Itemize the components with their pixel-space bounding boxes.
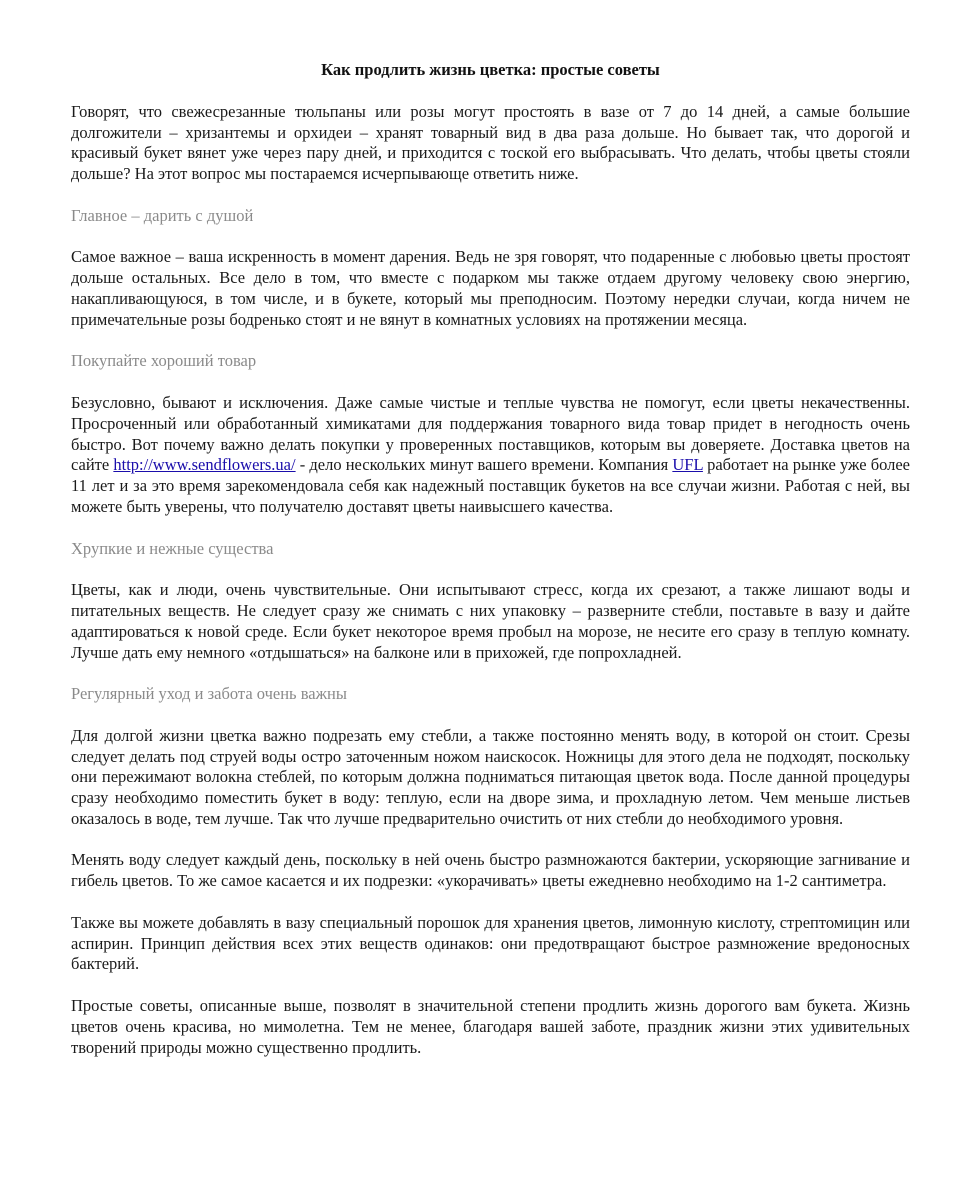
section-heading-care: Регулярный уход и забота очень важны — [71, 684, 347, 704]
section-heading-soul: Главное – дарить с душой — [71, 205, 254, 225]
document-page — [71, 60, 910, 1079]
care-paragraph-2: Менять воду следует каждый день, поскольку в ней очень быстро размножаются бактерии, ускоряющие загнивание и гибель цветов. То же самое касается и их подрезки: «укорачивать» цветы ежедневно необходимо на 1-2 сантиметра. — [71, 850, 910, 891]
document-title: Как продлить жизнь цветка: простые советы — [321, 60, 660, 79]
care-paragraph-3: Также вы можете добавлять в вазу специальный порошок для хранения цветов, лимонную кислоту, стрептомицин или аспирин. Принцип действия всех этих веществ одинаков: они предотвращают быстрое размножение вредоносных бактерий. — [71, 912, 910, 974]
quality-text-c: работает на рынке уже более 11 лет и за это время зарекомендовала себя как надежный поставщик букетов на все случаи жизни. Работая с ней, вы можете быть уверены, что получателю доставят цветы наивысшего качества. — [71, 455, 910, 516]
care-paragraph-1: Для долгой жизни цветка важно подрезать ему стебли, а также постоянно менять воду, в которой он стоит. Срезы следует делать под струей воды остро заточенным ножом наискосок. Ножницы для этого дела не подходят, поскольку они пережимают волокна стеблей, по которым должна подниматься питающая цветок вода. После данной процедуры сразу необходимо поместить букет в воду: теплую, если на дворе зима, и прохладную летом. Чем меньше листьев оказалось в воде, тем лучше. Так что лучше предварительно очистить от них стебли до необходимого уровня. — [71, 725, 910, 828]
quality-text-a: Безусловно, бывают и исключения. Даже самые чистые и теплые чувства не помогут, если цветы некачественны. Просроченный или обработанный химикатами для поддержания товарного вида товар придет в негодность очень быстро. Вот почему важно делать покупки у проверенных поставщиков, которым вы доверяете. Доставка цветов на сайте — [71, 392, 910, 475]
section-paragraph-soul: Самое важное – ваша искренность в момент дарения. Ведь не зря говорят, что подаренные с любовью цветы простоят дольше остальных. Все дело в том, что вместе с подарком мы также отдаем другому человеку свою энергию, накапливающуюся, в том числе, и в букете, который мы преподносим. Поэтому нередки случаи, когда ничем не примечательные розы бодренько стоят и не вянут в комнатных условиях на протяжении месяца. — [71, 247, 910, 329]
intro-paragraph: Говорят, что свежесрезанные тюльпаны или розы могут простоять в вазе от 7 до 14 дней, а самые большие долгожители – хризантемы и орхидеи – хранят товарный вид в два раза дольше. Но бывает так, что дорогой и красивый букет вянет уже через пару дней, и приходится с тоской его выбрасывать. Что делать, чтобы цветы стояли дольше? На этот вопрос мы постараемся исчерпывающе ответить ниже. — [71, 101, 910, 184]
section-heading-quality: Покупайте хороший товар — [71, 351, 257, 371]
care-paragraph-4: Простые советы, описанные выше, позволят в значительной степени продлить жизнь дорогого вам букета. Жизнь цветов очень красива, но мимолетна. Тем не менее, благодаря вашей заботе, праздник жизни этих удивительных творений природы можно существенно продлить. — [71, 996, 910, 1057]
section-paragraph-quality — [71, 393, 910, 518]
ufl-link[interactable]: UFL — [672, 455, 703, 475]
quality-text-b: - дело нескольких минут вашего времени. Компания — [295, 455, 673, 475]
sendflowers-link[interactable]: http://www.sendflowers.ua/ — [113, 455, 296, 475]
section-heading-fragile: Хрупкие и нежные существа — [71, 538, 274, 558]
section-paragraph-fragile: Цветы, как и люди, очень чувствительные. Они испытывают стресс, когда их срезают, а также лишают воды и питательных веществ. Не следует сразу же снимать с них упаковку – разверните стебли, поставьте в вазу и дайте адаптироваться к новой среде. Если букет некоторое время пробыл на морозе, не несите его сразу в теплую комнату. Лучше дать ему немного «отдышаться» на балконе или в прихожей, где попрохладней. — [71, 580, 910, 662]
